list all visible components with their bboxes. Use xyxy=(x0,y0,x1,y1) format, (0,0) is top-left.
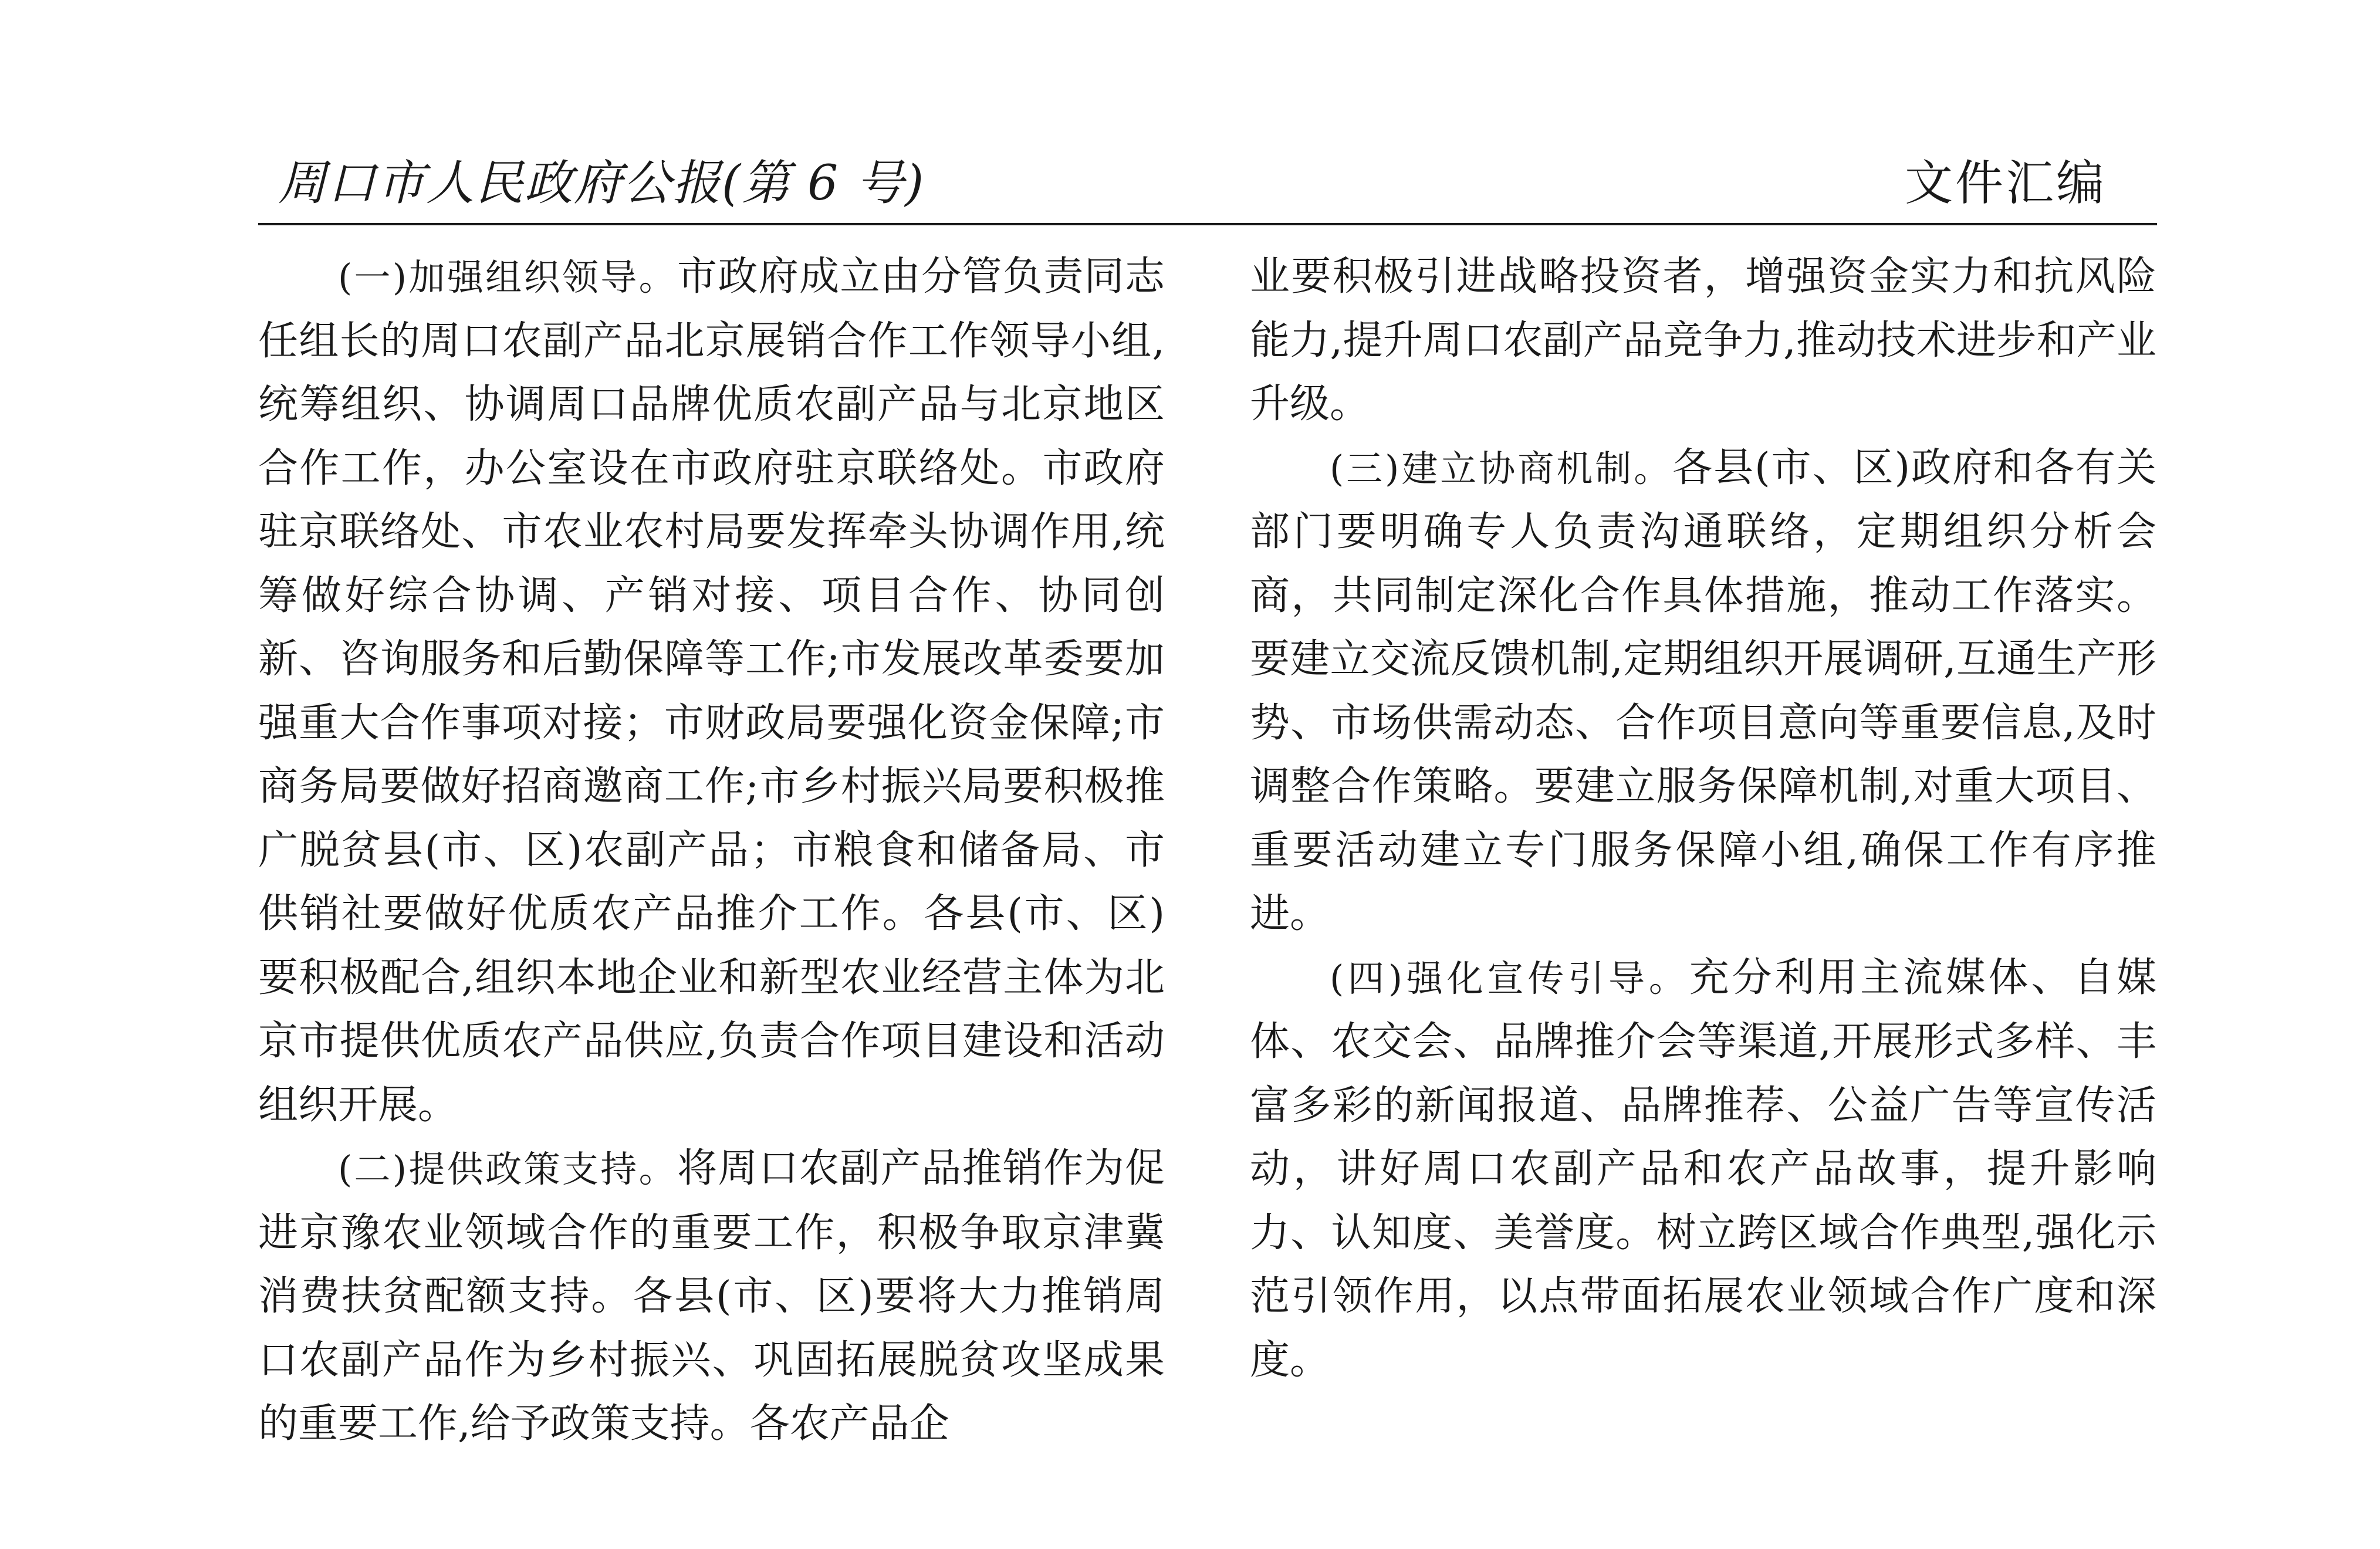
paragraph-text: 将周口农副产品推销作为促进京豫农业领域合作的重要工作，积极争取京津冀消费扶贫配额支持。各县(市、区)要将大力推销周口农副产品作为乡村振兴、巩固拓展脱贫攻坚成果的重要工作,给予政策支持。各农产品企 xyxy=(258,1145,1165,1447)
left-column xyxy=(258,245,1165,1456)
paragraph-text: 市政府成立由分管负责同志任组长的周口农副产品北京展销合作工作领导小组,统筹组织、协调周口品牌优质农副产品与北京地区合作工作，办公室设在市政府驻京联络处。市政府驻京联络处、市农业农村局要发挥牵头协调作用,统筹做好综合协调、产销对接、项目合作、协同创新、咨询服务和后勤保障等工作;市发展改革委要加强重大合作事项对接；市财政局要强化资金保障;市商务局要做好招商邀商工作;市乡村振兴局要积极推广脱贫县(市、区)农副产品；市粮食和储备局、市供销社要做好优质农产品推介工作。各县(市、区)要积极配合,组织本地企业和新型农业经营主体为北京市提供优质农产品供应,负责合作项目建设和活动组织开展。 xyxy=(258,253,1165,1128)
right-column xyxy=(1250,245,2156,1392)
paragraph-heading: (二)提供政策支持。 xyxy=(338,1148,677,1191)
paragraph-organization-leadership xyxy=(258,245,1165,1137)
paragraph-heading: (三)建立协商机制。 xyxy=(1330,447,1673,490)
journal-title: 周口市人民政府公报(第 6 号) xyxy=(278,155,925,211)
paragraph-heading: (四)强化宣传引导。 xyxy=(1330,956,1689,1000)
section-title: 文件汇编 xyxy=(1904,155,2107,211)
paragraph-text: 各县(市、区)政府和各有关部门要明确专人负责沟通联络，定期组织分析会商，共同制定深化合作具体措施，推动工作落实。要建立交流反馈机制,定期组织开展调研,互通生产形势、市场供需动态、合作项目意向等重要信息,及时调整合作策略。要建立服务保障机制,对重大项目、重要活动建立专门服务保障小组,确保工作有序推进。 xyxy=(1250,444,2156,937)
paragraph-policy-support-continued: 业要积极引进战略投资者，增强资金实力和抗风险能力,提升周口农副产品竞争力,推动技术进步和产业升级。 xyxy=(1250,253,2156,427)
paragraph-text: 充分利用主流媒体、自媒体、农交会、品牌推介会等渠道,开展形式多样、丰富多彩的新闻报道、品牌推荐、公益广告等宣传活动，讲好周口农副产品和农产品故事，提升影响力、认知度、美誉度。树立跨区域合作典型,强化示范引领作用，以点带面拓展农业领域合作广度和深度。 xyxy=(1250,954,2156,1384)
paragraph-heading: (一)加强组织领导。 xyxy=(338,256,677,299)
paragraph-policy-support xyxy=(258,1137,1165,1456)
paragraph-publicity-guidance xyxy=(1250,946,2156,1393)
paragraph-consultation-mechanism xyxy=(1250,437,2156,946)
page-header xyxy=(258,141,2157,225)
